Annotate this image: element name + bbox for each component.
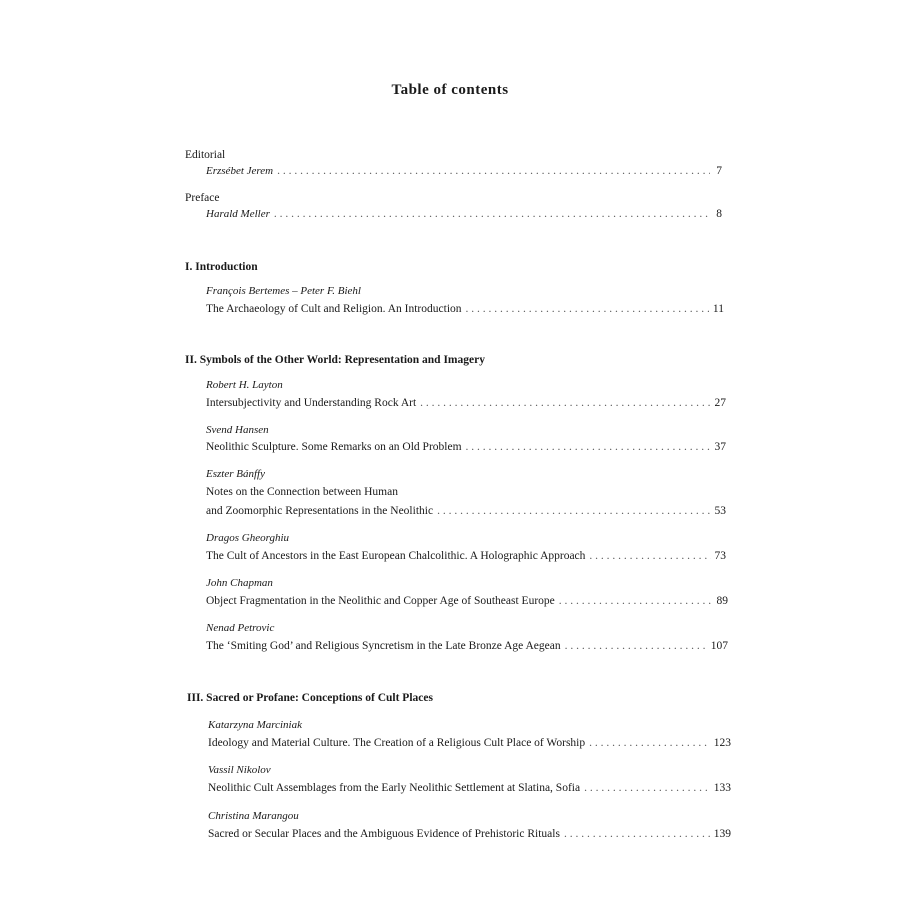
entry-author: Svend Hansen — [206, 424, 269, 436]
entry-title: Neolithic Sculpture. Some Remarks on an Old Problem — [206, 441, 462, 453]
leader-dots — [559, 595, 713, 607]
entry-title: Sacred or Secular Places and the Ambiguous Evidence of Prehistoric Rituals — [208, 828, 560, 840]
page-title: Table of contents — [391, 82, 509, 98]
toc-entry[interactable] — [206, 505, 726, 517]
entry-title-line1: Notes on the Connection between Human — [206, 486, 398, 498]
section-heading: I. Introduction — [185, 261, 258, 273]
leader-dots — [420, 397, 710, 409]
front-label-editorial: Editorial — [185, 149, 226, 161]
entry-author: Harald Meller — [206, 208, 270, 220]
leader-dots — [277, 165, 710, 177]
entry-title: Ideology and Material Culture. The Creation of a Religious Cult Place of Worship — [208, 737, 586, 749]
toc-entry[interactable] — [206, 303, 724, 315]
page-number: 7 — [716, 165, 722, 177]
toc-entry[interactable] — [206, 441, 726, 453]
leader-dots — [274, 208, 710, 220]
section-heading: II. Symbols of the Other World: Representation and Imagery — [185, 354, 485, 366]
entry-author: François Bertemes – Peter F. Biehl — [206, 285, 361, 297]
entry-title: and Zoomorphic Representations in the Neolithic — [206, 505, 434, 517]
entry-title: Neolithic Cult Assemblages from the Early Neolithic Settlement at Slatina, Sofia — [208, 782, 581, 794]
leader-dots — [589, 550, 710, 562]
entry-author: Erzsébet Jerem — [206, 165, 274, 177]
entry-title: Intersubjectivity and Understanding Rock Art — [206, 397, 417, 409]
toc-entry[interactable] — [206, 550, 726, 562]
entry-author: Katarzyna Marciniak — [208, 719, 302, 731]
page-number: 11 — [712, 303, 724, 315]
page-number: 139 — [713, 828, 731, 840]
toc-entry[interactable] — [208, 828, 731, 840]
toc-entry[interactable] — [208, 737, 731, 749]
entry-author: John Chapman — [206, 577, 273, 589]
entry-author: Eszter Bánffy — [206, 468, 265, 480]
page-number: 89 — [716, 595, 728, 607]
entry-title: Object Fragmentation in the Neolithic and Copper Age of Southeast Europe — [206, 595, 555, 607]
toc-entry[interactable] — [208, 782, 731, 794]
toc-entry-editorial[interactable] — [206, 165, 722, 177]
page-number: 107 — [710, 640, 728, 652]
front-label-preface: Preface — [185, 192, 220, 204]
page-number: 123 — [713, 737, 731, 749]
entry-author: Dragos Gheorghiu — [206, 532, 290, 544]
leader-dots — [565, 640, 707, 652]
page-number: 73 — [714, 550, 726, 562]
toc-entry-preface[interactable] — [206, 208, 722, 220]
toc-entry[interactable] — [206, 640, 728, 652]
leader-dots — [437, 505, 710, 517]
leader-dots — [564, 828, 710, 840]
leader-dots — [584, 782, 710, 794]
section-heading: III. Sacred or Profane: Conceptions of Cult Places — [187, 692, 433, 704]
page-number: 8 — [716, 208, 722, 220]
leader-dots — [466, 441, 711, 453]
entry-title: The ‘Smiting God’ and Religious Syncretism in the Late Bronze Age Aegean — [206, 640, 561, 652]
page-number: 27 — [714, 397, 726, 409]
entry-author: Vassil Nikolov — [208, 764, 271, 776]
entry-author: Christina Marangou — [208, 810, 299, 822]
leader-dots — [589, 737, 710, 749]
entry-author: Robert H. Layton — [206, 379, 283, 391]
page-number: 133 — [713, 782, 731, 794]
entry-title: The Archaeology of Cult and Religion. An Introduction — [206, 303, 462, 315]
toc-entry[interactable] — [206, 397, 726, 409]
entry-title: The Cult of Ancestors in the East European Chalcolithic. A Holographic Approach — [206, 550, 586, 562]
leader-dots — [466, 303, 709, 315]
page-number: 37 — [714, 441, 726, 453]
toc-entry[interactable] — [206, 595, 728, 607]
entry-author: Nenad Petrovic — [206, 622, 275, 634]
page-number: 53 — [714, 505, 726, 517]
